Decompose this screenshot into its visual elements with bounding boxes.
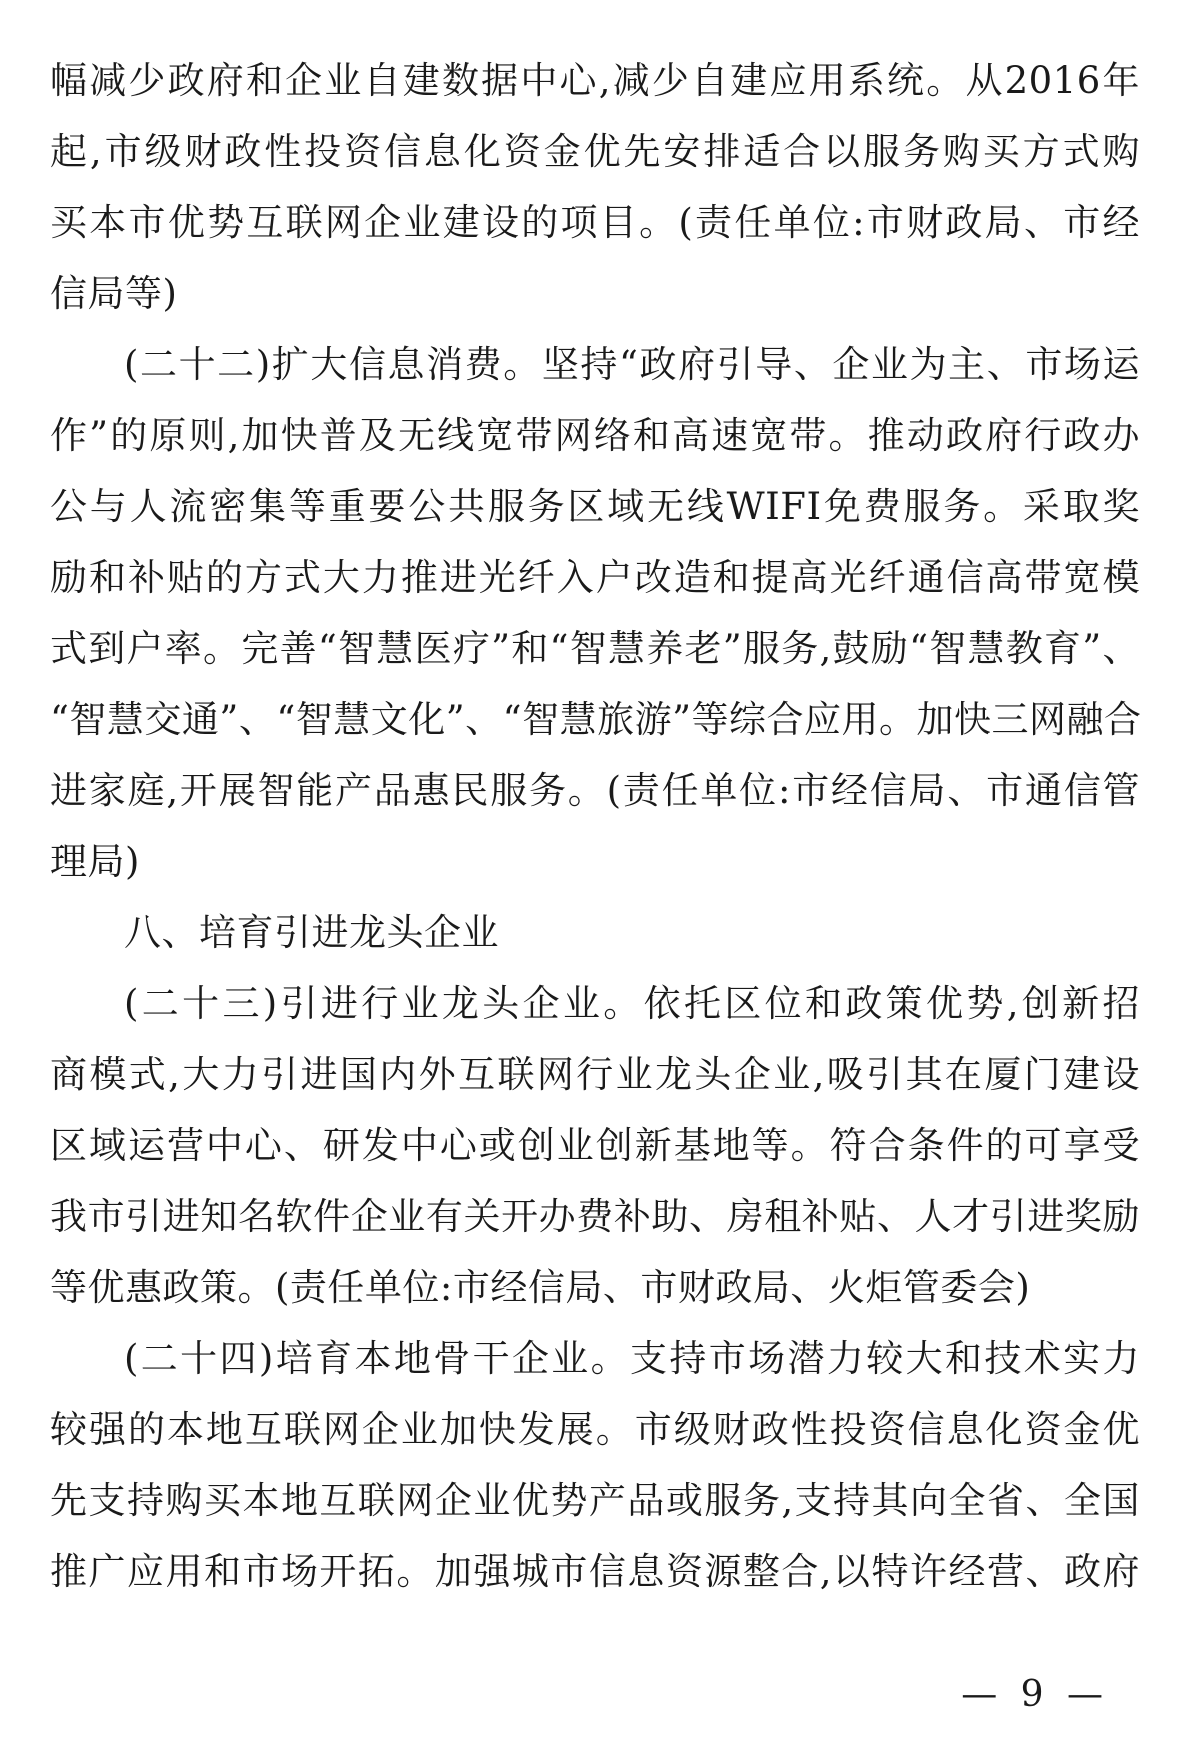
text-line: 区域运营中心、研发中心或创业创新基地等。符合条件的可享受: [50, 1124, 1140, 1167]
text-line: 先支持购买本地互联网企业优势产品或服务,支持其向全省、全国: [50, 1479, 1140, 1522]
text-line: 商模式,大力引进国内外互联网行业龙头企业,吸引其在厦门建设: [50, 1053, 1140, 1096]
paragraph-first-line: (二十四)培育本地骨干企业。支持市场潜力较大和技术实力: [124, 1337, 1140, 1380]
text-line: 幅减少政府和企业自建数据中心,减少自建应用系统。从2016年: [50, 59, 1140, 102]
text-line: 我市引进知名软件企业有关开办费补助、房租补贴、人才引进奖励: [50, 1195, 1140, 1238]
paragraph-first-line: (二十二)扩大信息消费。坚持“政府引导、企业为主、市场运: [124, 343, 1140, 386]
text-line: 等优惠政策。(责任单位:市经信局、市财政局、火炬管委会): [50, 1266, 1031, 1309]
page-number: — 9 —: [961, 1674, 1109, 1715]
section-heading: 八、培育引进龙头企业: [124, 911, 499, 954]
text-line: 较强的本地互联网企业加快发展。市级财政性投资信息化资金优: [50, 1408, 1140, 1451]
text-line: 理局): [50, 840, 140, 883]
text-line: 进家庭,开展智能产品惠民服务。(责任单位:市经信局、市通信管: [50, 769, 1140, 812]
text-line: “智慧交通”、“智慧文化”、“智慧旅游”等综合应用。加快三网融合: [50, 698, 1142, 741]
text-line: 买本市优势互联网企业建设的项目。(责任单位:市财政局、市经: [50, 201, 1140, 244]
text-line: 起,市级财政性投资信息化资金优先安排适合以服务购买方式购: [50, 130, 1140, 173]
text-line: 励和补贴的方式大力推进光纤入户改造和提高光纤通信高带宽模: [50, 556, 1140, 599]
text-line: 作”的原则,加快普及无线宽带网络和高速宽带。推动政府行政办: [50, 414, 1140, 457]
text-line: 信局等): [50, 272, 178, 315]
text-line: 推广应用和市场开拓。加强城市信息资源整合,以特许经营、政府: [50, 1550, 1140, 1593]
text-line: 公与人流密集等重要公共服务区域无线WIFI免费服务。采取奖: [50, 485, 1140, 528]
paragraph-first-line: (二十三)引进行业龙头企业。依托区位和政策优势,创新招: [124, 982, 1140, 1025]
text-line: 式到户率。完善“智慧医疗”和“智慧养老”服务,鼓励“智慧教育”、: [50, 627, 1140, 670]
